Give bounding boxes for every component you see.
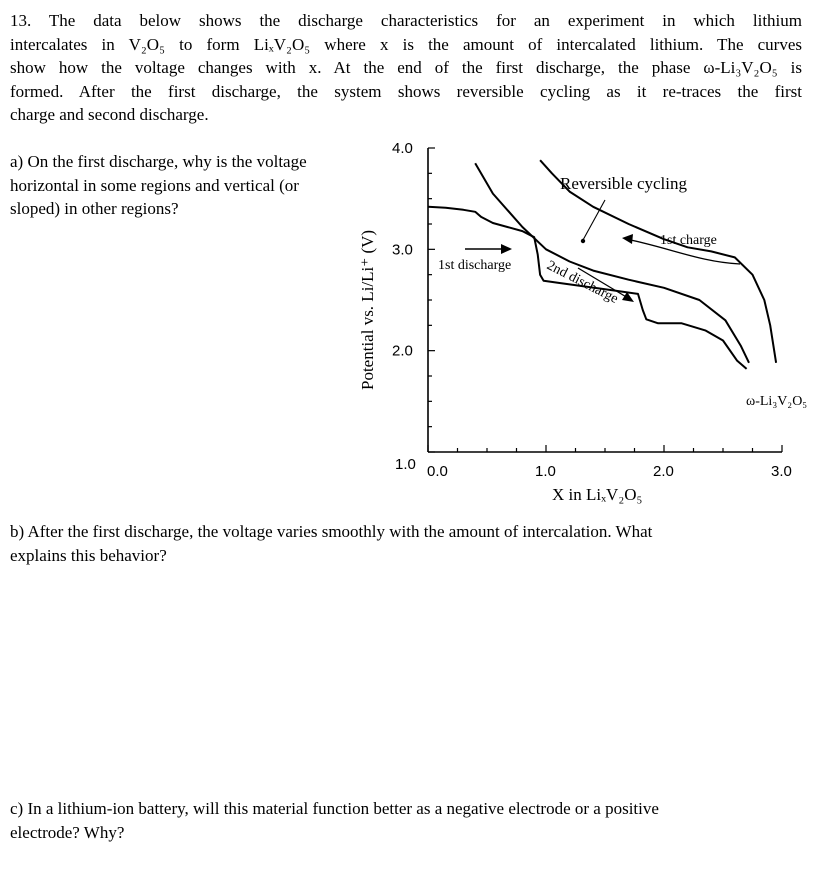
part-a-line: a) On the first discharge, why is the voltage — [10, 152, 307, 171]
y-tick-label: 3.0 — [392, 241, 413, 259]
annotation-second-discharge: 2nd discharge — [544, 258, 621, 307]
reversible-pointer-line — [583, 200, 605, 240]
reversible-pointer-dot — [581, 239, 585, 243]
part-c-line: c) In a lithium-ion battery, will this material function better as a negative electrode or a positive — [10, 799, 659, 818]
annotation-reversible-cycling: Reversible cycling — [560, 174, 687, 193]
y-tick-label: 1.0 — [395, 456, 416, 473]
y-axis-label: Potential vs. Li/Li⁺ (V) — [358, 229, 377, 390]
question-part-c — [10, 797, 800, 844]
first-charge-arrowhead — [622, 234, 633, 244]
intro-line: charge and second discharge. — [10, 105, 209, 124]
question-number: 13. — [10, 11, 32, 30]
intro-line: formed. After the first discharge, the system shows reversible cycling as it re-traces the first — [10, 81, 802, 101]
intro-line: show how the voltage changes with x. At the end of the first discharge, the phase ω-Li₃V₂O₅ is — [10, 58, 802, 77]
intro-line: 13. The data below shows the discharge characteristics for an experiment in which lithium — [10, 11, 802, 30]
intro-line: intercalates in V₂O₅ to form LiₓV₂O₅ where x is the amount of intercalated lithium. The curves — [10, 34, 802, 54]
part-c-line: electrode? Why? — [10, 822, 125, 842]
first-discharge-arrowhead — [501, 244, 512, 254]
y-tick-label: 2.0 — [392, 342, 413, 360]
part-b-line: explains this behavior? — [10, 545, 167, 565]
x-tick-label: 2.0 — [653, 463, 674, 480]
annotation-first-charge: 1st charge — [660, 233, 717, 248]
x-tick-label: 0.0 — [427, 463, 448, 480]
x-tick-label: 3.0 — [771, 463, 792, 480]
x-axis-label: X in LiₓV₂O₅ — [552, 485, 643, 504]
part-b-line: b) After the first discharge, the voltage varies smoothly with the amount of intercalation. What — [10, 522, 653, 541]
part-a-line: horizontal in some regions and vertical (or — [10, 175, 299, 195]
annotation-phase-label: ω-Li₃V₂O₅ — [746, 394, 808, 409]
y-tick-label: 4.0 — [392, 140, 413, 157]
part-a-line: sloped) in other regions? — [10, 199, 179, 218]
chart-annotations — [358, 174, 807, 504]
x-tick-label: 1.0 — [535, 463, 556, 480]
annotation-first-discharge: 1st discharge — [438, 258, 512, 273]
question-part-b — [10, 520, 800, 567]
